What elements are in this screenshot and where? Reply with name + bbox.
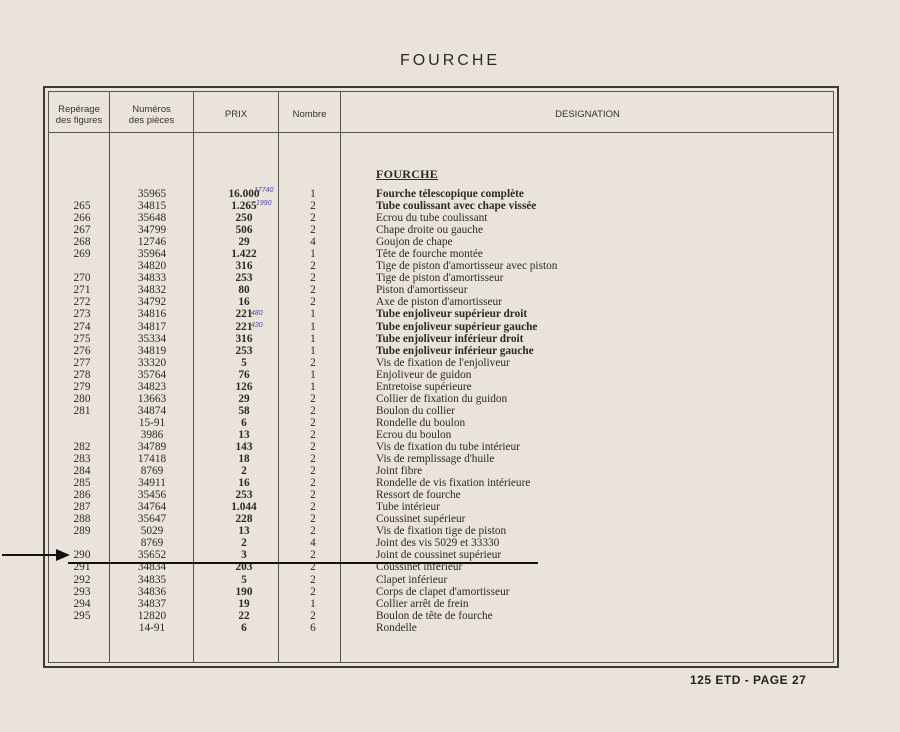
- part-number-cell: 8769: [140, 537, 164, 550]
- part-number-cell: 12820: [137, 609, 167, 622]
- table-row: [48, 489, 834, 501]
- table-row: [48, 610, 834, 622]
- designation-cell: Boulon du collier: [376, 404, 456, 417]
- table-row: [48, 525, 834, 537]
- price-cell: 221: [235, 320, 253, 333]
- quantity-cell: 1: [310, 320, 316, 333]
- part-number-cell: 12746: [137, 236, 167, 249]
- designation-cell: Joint fibre: [376, 465, 423, 478]
- quantity-cell: 2: [310, 296, 316, 309]
- table-row: [48, 200, 834, 212]
- part-number-cell: 34837: [137, 597, 167, 610]
- quantity-cell: 2: [310, 465, 316, 478]
- table-row: [48, 333, 834, 345]
- designation-cell: Enjoliveur de guidon: [376, 368, 472, 381]
- table-row: [48, 586, 834, 598]
- designation-cell: Coussinet supérieur: [376, 513, 466, 526]
- ref-cell: 294: [73, 597, 91, 610]
- ref-cell: 282: [73, 440, 91, 453]
- table-row: [48, 477, 834, 489]
- quantity-cell: 2: [310, 428, 316, 441]
- part-number-cell: 35647: [137, 513, 167, 526]
- quantity-cell: 4: [310, 236, 316, 249]
- quantity-cell: 2: [310, 224, 316, 237]
- quantity-cell: 2: [310, 549, 316, 562]
- part-number-cell: 15-91: [138, 416, 166, 429]
- table-row: [48, 453, 834, 465]
- pointer-arrow-icon: [0, 547, 72, 563]
- ref-cell: 280: [73, 392, 91, 405]
- price-cell: 1.422: [231, 248, 257, 261]
- table-row: [48, 441, 834, 453]
- designation-cell: Axe de piston d'amortisseur: [376, 296, 502, 309]
- part-number-cell: 35764: [137, 368, 167, 381]
- header-qty: Nombre: [292, 109, 327, 120]
- price-cell: 1.044: [231, 501, 257, 514]
- quantity-cell: 2: [310, 284, 316, 297]
- designation-cell: Vis de fixation du tube intérieur: [376, 440, 520, 453]
- price-cell: 253: [235, 344, 253, 357]
- designation-cell: Coussinet inférieur: [376, 561, 463, 574]
- quantity-cell: 2: [310, 585, 316, 598]
- quantity-cell: 6: [310, 621, 316, 634]
- price-cell: 3: [241, 549, 247, 562]
- part-number-cell: 34833: [137, 272, 167, 285]
- part-number-cell: 17418: [137, 453, 167, 466]
- designation-cell: Ecrou du boulon: [376, 428, 452, 441]
- table-row: [48, 429, 834, 441]
- quantity-cell: 1: [310, 248, 316, 261]
- price-cell: 506: [235, 224, 253, 237]
- header-price: PRIX: [224, 109, 248, 120]
- section-title: FOURCHE: [376, 167, 439, 181]
- ref-cell: 274: [73, 320, 91, 333]
- quantity-cell: 2: [310, 404, 316, 417]
- price-cell: 19: [238, 597, 250, 610]
- part-number-cell: 34819: [137, 344, 167, 357]
- ref-cell: 284: [73, 465, 91, 478]
- header-divider: [48, 132, 834, 133]
- price-cell: 13: [238, 428, 250, 441]
- designation-cell: Vis de fixation de l'enjoliveur: [376, 356, 510, 369]
- ref-cell: 292: [73, 573, 91, 586]
- quantity-cell: 2: [310, 573, 316, 586]
- quantity-cell: 1: [310, 188, 316, 200]
- table-row: [48, 465, 834, 477]
- price-cell: 2: [241, 537, 247, 550]
- designation-cell: Vis de fixation tige de piston: [376, 525, 507, 538]
- price-cell: 22: [238, 609, 250, 622]
- table-row: [48, 248, 834, 260]
- quantity-cell: 1: [310, 332, 316, 345]
- table-row: [48, 501, 834, 513]
- quantity-cell: 2: [310, 489, 316, 502]
- table-row: [48, 284, 834, 296]
- handwritten-note: 1990: [256, 200, 272, 207]
- table-row: [48, 549, 834, 561]
- quantity-cell: 1: [310, 597, 316, 610]
- part-number-cell: 35965: [137, 188, 167, 200]
- ref-cell: 278: [73, 368, 91, 381]
- table-row: [48, 272, 834, 284]
- price-cell: 16.000: [228, 188, 260, 200]
- header-num-line1: Numéros: [132, 104, 171, 115]
- quantity-cell: 1: [310, 308, 316, 321]
- ref-cell: 271: [73, 284, 91, 297]
- price-cell: 76: [238, 368, 250, 381]
- ref-cell: 291: [73, 561, 91, 574]
- designation-cell: Entretoise supérieure: [376, 380, 472, 393]
- designation-cell: Tube enjoliveur inférieur droit: [376, 332, 524, 345]
- ref-cell: 268: [73, 236, 91, 249]
- table-row: [48, 345, 834, 357]
- price-cell: 16: [238, 296, 250, 309]
- quantity-cell: 2: [310, 525, 316, 538]
- ref-cell: 281: [73, 404, 91, 417]
- table-row: [48, 537, 834, 549]
- part-number-cell: 34835: [137, 573, 167, 586]
- table-row: [48, 236, 834, 248]
- table-row: [48, 393, 834, 405]
- table-row: [48, 260, 834, 272]
- table-row: [48, 598, 834, 610]
- ref-cell: 270: [73, 272, 91, 285]
- ref-cell: 266: [73, 212, 91, 225]
- quantity-cell: 2: [310, 212, 316, 225]
- table-row: [48, 224, 834, 236]
- price-cell: 18: [238, 453, 250, 466]
- quantity-cell: 2: [310, 416, 316, 429]
- designation-cell: Ressort de fourche: [376, 489, 461, 502]
- designation-cell: Rondelle: [376, 621, 417, 634]
- price-cell: 316: [235, 332, 253, 345]
- quantity-cell: 2: [310, 356, 316, 369]
- ref-cell: 288: [73, 513, 91, 526]
- designation-cell: Joint des vis 5029 et 33330: [376, 537, 500, 550]
- handwritten-note: 17740: [254, 187, 274, 194]
- price-cell: 250: [235, 212, 253, 225]
- ref-cell: 295: [73, 609, 91, 622]
- ref-cell: 277: [73, 356, 91, 369]
- price-cell: 5: [241, 356, 247, 369]
- ref-cell: 290: [73, 549, 91, 562]
- ref-cell: 283: [73, 453, 91, 466]
- price-cell: 143: [235, 440, 253, 453]
- part-number-cell: 34816: [137, 308, 167, 321]
- quantity-cell: 2: [310, 453, 316, 466]
- underline-marker: [68, 562, 538, 564]
- ref-cell: 289: [73, 525, 91, 538]
- table-row: [48, 417, 834, 429]
- ref-cell: 267: [73, 224, 91, 237]
- designation-cell: Tube intérieur: [376, 501, 440, 514]
- quantity-cell: 2: [310, 513, 316, 526]
- header-designation: DESIGNATION: [555, 109, 620, 120]
- ref-cell: 293: [73, 585, 91, 598]
- ref-cell: 273: [73, 308, 91, 321]
- price-cell: 6: [241, 416, 247, 429]
- part-number-cell: 34815: [137, 200, 167, 213]
- part-number-cell: 35652: [137, 549, 167, 562]
- part-number-cell: 34764: [137, 501, 167, 514]
- designation-cell: Tige de piston d'amortisseur avec piston: [376, 260, 558, 273]
- designation-cell: Collier arrêt de frein: [376, 597, 469, 610]
- quantity-cell: 2: [310, 260, 316, 273]
- part-number-cell: 8769: [140, 465, 164, 478]
- part-number-cell: 34874: [137, 404, 167, 417]
- table-row: [48, 513, 834, 525]
- header-ref: [49, 104, 109, 126]
- table-row: [48, 308, 834, 320]
- designation-cell: Ecrou du tube coulissant: [376, 212, 488, 225]
- price-cell: 80: [238, 284, 250, 297]
- quantity-cell: 2: [310, 561, 316, 574]
- ref-cell: 269: [73, 248, 91, 261]
- designation-cell: Clapet inférieur: [376, 573, 448, 586]
- ref-cell: 265: [73, 200, 91, 213]
- part-number-cell: 13663: [137, 392, 167, 405]
- table-row: [48, 296, 834, 308]
- table-row: [48, 381, 834, 393]
- designation-cell: Rondelle du boulon: [376, 416, 466, 429]
- designation-cell: Joint de coussinet supérieur: [376, 549, 502, 562]
- handwritten-note: 430: [251, 322, 263, 329]
- designation-cell: Vis de remplissage d'huile: [376, 453, 495, 466]
- part-number-cell: 35334: [137, 332, 167, 345]
- ref-cell: 287: [73, 501, 91, 514]
- designation-cell: Rondelle de vis fixation intérieure: [376, 477, 531, 490]
- page-footer: 125 ETD - PAGE 27: [690, 673, 807, 687]
- parts-table-body: [48, 188, 834, 634]
- ref-cell: 279: [73, 380, 91, 393]
- designation-cell: Tige de piston d'amortisseur: [376, 272, 504, 285]
- part-number-cell: 35648: [137, 212, 167, 225]
- table-row: [48, 405, 834, 417]
- ref-cell: 285: [73, 477, 91, 490]
- header-num-line2: des pièces: [128, 115, 175, 126]
- designation-cell: Tête de fourche montée: [376, 248, 483, 261]
- price-cell: 16: [238, 477, 250, 490]
- table-row: [48, 212, 834, 224]
- price-cell: 126: [235, 380, 253, 393]
- price-cell: 221: [235, 308, 253, 321]
- header-ref-line1: Repérage: [58, 104, 100, 115]
- price-cell: 228: [235, 513, 253, 526]
- designation-cell: Piston d'amortisseur: [376, 284, 468, 297]
- price-cell: 203: [235, 561, 253, 574]
- quantity-cell: 2: [310, 477, 316, 490]
- part-number-cell: 34823: [137, 380, 167, 393]
- part-number-cell: 33320: [137, 356, 167, 369]
- price-cell: 253: [235, 489, 253, 502]
- price-cell: 29: [238, 392, 250, 405]
- ref-cell: 275: [73, 332, 91, 345]
- quantity-cell: 1: [310, 380, 316, 393]
- quantity-cell: 2: [310, 609, 316, 622]
- designation-cell: Chape droite ou gauche: [376, 224, 483, 237]
- ref-cell: 276: [73, 344, 91, 357]
- quantity-cell: 2: [310, 200, 316, 213]
- designation-cell: Tube enjoliveur supérieur droit: [376, 308, 528, 321]
- designation-cell: Tube coulissant avec chape vissée: [376, 200, 537, 213]
- ref-cell: 272: [73, 296, 91, 309]
- part-number-cell: 34799: [137, 224, 167, 237]
- quantity-cell: 2: [310, 440, 316, 453]
- part-number-cell: 34817: [137, 320, 167, 333]
- page-title: FOURCHE: [399, 52, 501, 69]
- price-cell: 5: [241, 573, 247, 586]
- quantity-cell: 4: [310, 537, 316, 550]
- part-number-cell: 34789: [137, 440, 167, 453]
- price-cell: 316: [235, 260, 253, 273]
- price-cell: 1.265: [231, 200, 257, 213]
- designation-cell: Tube enjoliveur supérieur gauche: [376, 320, 538, 333]
- part-number-cell: 34834: [137, 561, 167, 574]
- part-number-cell: 35964: [137, 248, 167, 261]
- header-num: [110, 104, 193, 126]
- quantity-cell: 2: [310, 501, 316, 514]
- price-cell: 253: [235, 272, 253, 285]
- designation-cell: Goujon de chape: [376, 236, 453, 249]
- designation-cell: Boulon de tête de fourche: [376, 609, 493, 622]
- designation-cell: Tube enjoliveur inférieur gauche: [376, 344, 534, 357]
- quantity-cell: 2: [310, 272, 316, 285]
- quantity-cell: 2: [310, 392, 316, 405]
- table-row: [48, 574, 834, 586]
- price-cell: 190: [235, 585, 253, 598]
- designation-cell: Corps de clapet d'amortisseur: [376, 585, 510, 598]
- price-cell: 29: [238, 236, 250, 249]
- table-row: [48, 188, 834, 200]
- designation-cell: Fourche télescopique complète: [376, 188, 524, 200]
- header-ref-line2: des figures: [55, 115, 103, 126]
- table-row: [48, 357, 834, 369]
- part-number-cell: 14-91: [138, 621, 166, 634]
- price-cell: 58: [238, 404, 250, 417]
- part-number-cell: 34911: [138, 477, 166, 490]
- table-row: [48, 622, 834, 634]
- quantity-cell: 1: [310, 368, 316, 381]
- price-cell: 13: [238, 525, 250, 538]
- part-number-cell: 34832: [137, 284, 167, 297]
- handwritten-note: 480: [251, 310, 263, 317]
- table-row: [48, 369, 834, 381]
- part-number-cell: 5029: [140, 525, 164, 538]
- part-number-cell: 34792: [137, 296, 167, 309]
- price-cell: 6: [241, 621, 247, 634]
- quantity-cell: 1: [310, 344, 316, 357]
- part-number-cell: 34836: [137, 585, 167, 598]
- part-number-cell: 3986: [140, 428, 164, 441]
- designation-cell: Collier de fixation du guidon: [376, 392, 508, 405]
- part-number-cell: 34820: [137, 260, 167, 273]
- part-number-cell: 35456: [137, 489, 167, 502]
- table-row: [48, 321, 834, 333]
- price-cell: 2: [241, 465, 247, 478]
- ref-cell: 286: [73, 489, 91, 502]
